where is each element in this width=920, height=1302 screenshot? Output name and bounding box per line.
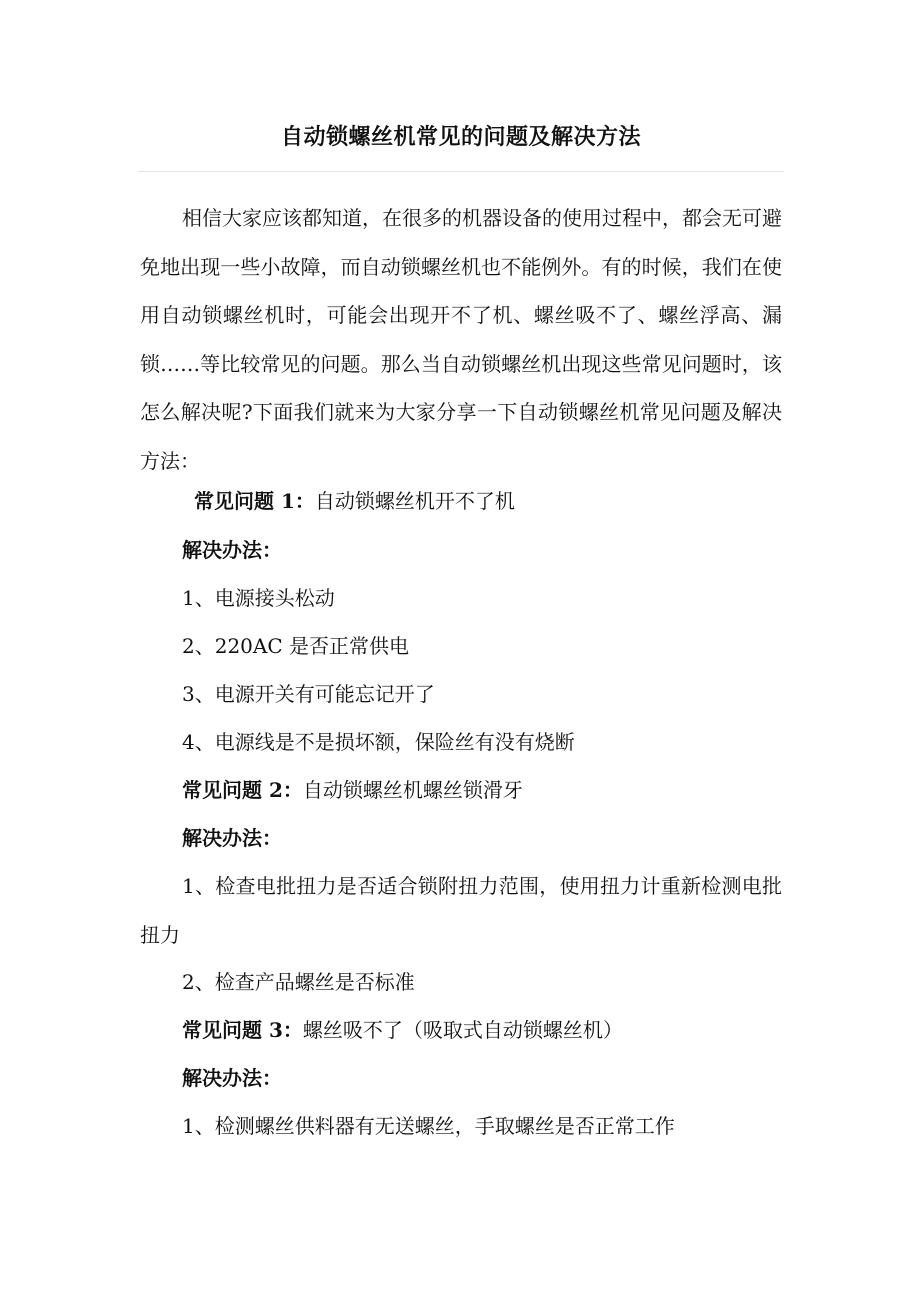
title-divider xyxy=(138,171,784,172)
solution-step: 2、220AC 是否正常供电 xyxy=(182,634,410,658)
solution-step: 3、电源开关有可能忘记开了 xyxy=(182,682,435,706)
intro-paragraph: 相信大家应该都知道，在很多的机器设备的使用过程中，都会无可避免地出现一些小故障，而自动锁螺丝机也不能例外。有的时候，我们在使用自动锁螺丝机时，可能会出现开不了机、螺丝吸不了、螺丝浮高、漏锁……等比较常见的问题。那么当自动锁螺丝机出现这些常见问题时，该怎么解决呢?下面我们就来为大家分享一下自动锁螺丝机常见问题及解决方法： xyxy=(140,206,782,473)
problem-text: 螺丝吸不了（吸取式自动锁螺丝机） xyxy=(302,1018,623,1042)
problem-heading xyxy=(140,477,836,526)
problem-heading xyxy=(140,1006,824,1055)
problem-text: 自动锁螺丝机开不了机 xyxy=(314,489,515,513)
solution-label: 解决办法： xyxy=(182,538,282,562)
problem-text: 自动锁螺丝机螺丝锁滑牙 xyxy=(302,778,523,802)
solution-step: 1、检查电批扭力是否适合锁附扭力范围，使用扭力计重新检测电批扭力 xyxy=(140,874,782,947)
problem-label: 常见问题 2： xyxy=(182,778,303,802)
document-title: 自动锁螺丝机常见的问题及解决方法 xyxy=(280,124,641,150)
problem-label: 常见问题 3： xyxy=(182,1018,303,1042)
problem-label: 常见问题 1： xyxy=(194,489,315,513)
solution-step: 4、电源线是不是损坏额，保险丝有没有烧断 xyxy=(182,730,575,754)
problem-heading xyxy=(140,766,824,815)
solution-label: 解决办法： xyxy=(182,826,282,850)
solution-label: 解决办法： xyxy=(182,1066,282,1090)
solution-step: 1、电源接头松动 xyxy=(182,586,335,610)
solution-step: 1、检测螺丝供料器有无送螺丝，手取螺丝是否正常工作 xyxy=(182,1114,675,1138)
solution-step: 2、检查产品螺丝是否标准 xyxy=(182,970,415,994)
